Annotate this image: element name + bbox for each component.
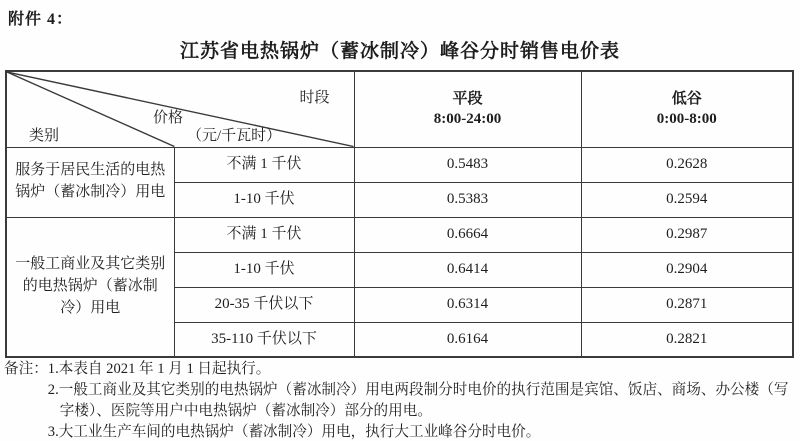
voltage-cell: 35-110 千伏以下	[174, 322, 354, 357]
flat-price-cell: 0.5383	[354, 182, 581, 217]
page-title: 江苏省电热锅炉（蓄冰制冷）峰谷分时销售电价表	[179, 41, 620, 62]
column-header-valley	[581, 71, 793, 147]
valley-price-cell: 0.2904	[581, 252, 793, 287]
corner-price-unit: （元/千瓦时）	[187, 128, 282, 144]
voltage-cell: 不满 1 千伏	[174, 217, 354, 252]
footnotes-list	[48, 359, 796, 441]
footnotes-label: 备注：	[4, 361, 48, 377]
corner-category-label: 类别	[29, 128, 60, 144]
price-table	[5, 70, 794, 358]
diagonal-header-cell	[6, 71, 354, 147]
valley-price-cell: 0.2987	[581, 217, 793, 252]
valley-price-cell: 0.2594	[581, 182, 793, 217]
flat-price-cell: 0.5483	[354, 147, 581, 182]
valley-period-label: 低谷	[671, 91, 702, 107]
footnote-3: 3.大工业生产车间的电热锅炉（蓄冰制冷）用电，执行大工业峰谷分时电价。	[47, 424, 541, 440]
category-residential: 服务于居民生活的电热锅炉（蓄冰制冷）用电	[6, 147, 174, 217]
valley-price-cell: 0.2628	[581, 147, 793, 182]
table-row	[6, 217, 793, 252]
column-header-flat	[354, 71, 581, 147]
flat-period-label: 平段	[452, 91, 483, 107]
footnote-2: 2.一般工商业及其它类别的电热锅炉（蓄冰制冷）用电两段制分时电价的执行范围是宾馆、饭店、商场、办公楼（写字楼）、医院等用户中电热锅炉（蓄冰制冷）部分的用电。	[47, 382, 789, 419]
flat-price-cell: 0.6314	[354, 287, 581, 322]
footnote-1: 1.本表自 2021 年 1 月 1 日起执行。	[47, 361, 271, 377]
voltage-cell: 1-10 千伏	[174, 252, 354, 287]
corner-price-label: 价格	[153, 110, 184, 126]
valley-price-cell: 0.2871	[581, 287, 793, 322]
valley-period-range: 0:00-8:00	[656, 111, 717, 128]
valley-price-cell: 0.2821	[581, 322, 793, 357]
table-row	[6, 147, 793, 182]
voltage-cell: 20-35 千伏以下	[174, 287, 354, 322]
attachment-label: 附件 4：	[8, 11, 74, 28]
header-row	[6, 71, 793, 147]
flat-period-range: 8:00-24:00	[433, 111, 502, 128]
category-commercial: 一般工商业及其它类别的电热锅炉（蓄冰制冷）用电	[6, 217, 174, 357]
corner-time-label: 时段	[299, 90, 330, 106]
footnotes	[4, 359, 796, 441]
voltage-cell: 1-10 千伏	[174, 182, 354, 217]
flat-price-cell: 0.6664	[354, 217, 581, 252]
flat-price-cell: 0.6164	[354, 322, 581, 357]
flat-price-cell: 0.6414	[354, 252, 581, 287]
voltage-cell: 不满 1 千伏	[174, 147, 354, 182]
